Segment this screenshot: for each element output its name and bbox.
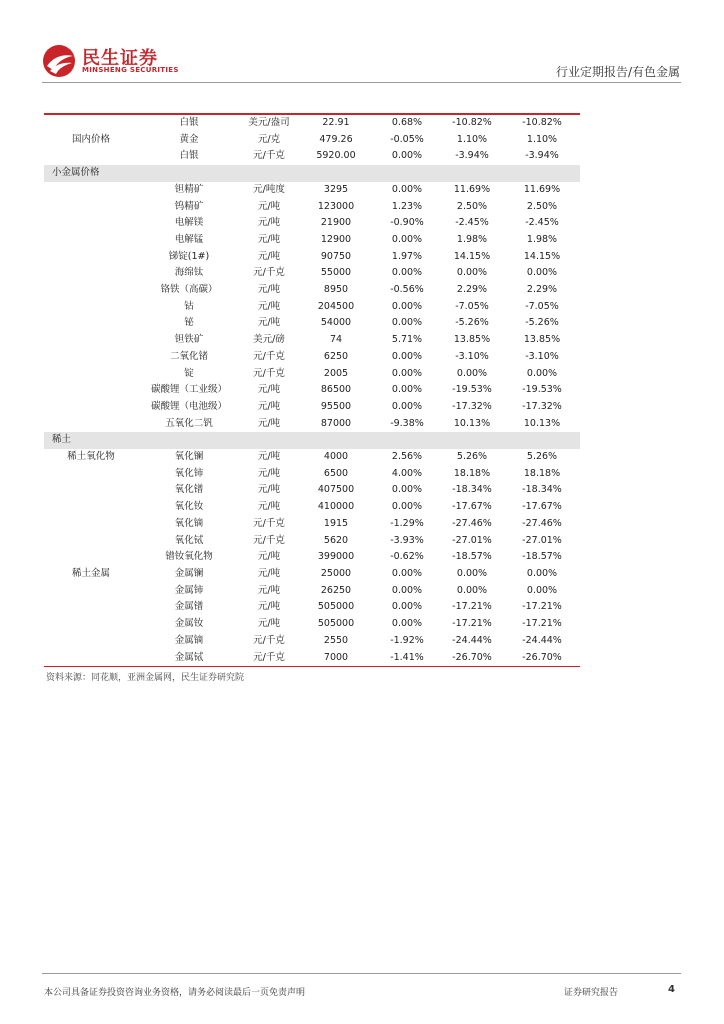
- group-cell: [44, 382, 138, 399]
- change-cell-2: 10.13%: [453, 417, 491, 429]
- group-cell: [44, 315, 138, 332]
- price-cell: 22.91: [298, 114, 374, 132]
- table-row: [44, 265, 580, 282]
- table-row: [44, 549, 580, 566]
- change-cell-1: 4.00%: [391, 467, 423, 479]
- change-cell-3: 10.13%: [523, 417, 561, 429]
- change-cell-1: 0.00%: [391, 233, 423, 245]
- table-row: [44, 583, 580, 600]
- change-cell-2: -17.21%: [452, 618, 492, 630]
- name-cell: 氧化镨: [174, 484, 204, 496]
- price-cell: 6250: [323, 350, 349, 362]
- table-row: [44, 282, 580, 299]
- unit-cell: 元/吨度: [253, 183, 285, 195]
- unit-cell: 元/吨: [257, 467, 281, 479]
- table-row: [44, 533, 580, 550]
- change-cell-1: 5.71%: [391, 334, 423, 346]
- change-cell-1: -0.62%: [390, 551, 424, 563]
- change-cell-3: 11.69%: [523, 183, 561, 195]
- unit-cell: 元/吨: [257, 551, 281, 563]
- price-cell: 4000: [323, 451, 349, 463]
- change-cell-1: 2.56%: [391, 451, 423, 463]
- unit-cell: 元/千克: [253, 367, 285, 379]
- group-cell: [44, 215, 138, 232]
- change-cell-3: 0.00%: [526, 267, 558, 279]
- change-cell-3: -18.57%: [522, 551, 562, 563]
- footer-report-label: 证券研究报告: [564, 988, 619, 998]
- change-cell-2: 18.18%: [453, 467, 491, 479]
- name-cell: 电解锰: [174, 233, 204, 245]
- table-row: [44, 148, 580, 165]
- unit-cell: 元/吨: [257, 417, 281, 429]
- table-row: [44, 399, 580, 416]
- table-row: [44, 482, 580, 499]
- group-cell: [44, 633, 138, 650]
- group-cell: [44, 232, 138, 249]
- unit-cell: 元/吨: [257, 284, 281, 296]
- change-cell-1: 0.00%: [391, 300, 423, 312]
- unit-cell: 元/吨: [257, 233, 281, 245]
- change-cell-1: 0.00%: [391, 400, 423, 412]
- price-cell: 90750: [320, 250, 352, 262]
- table-row: [44, 215, 580, 232]
- change-cell-2: -18.57%: [452, 551, 492, 563]
- table-row: [44, 114, 580, 132]
- unit-cell: 元/吨: [257, 384, 281, 396]
- group-cell: [44, 148, 138, 165]
- change-cell-1: 0.00%: [391, 584, 423, 596]
- name-cell: 钽铁矿: [174, 334, 204, 346]
- logo-english-name: MINSHENG SECURITIES: [82, 66, 179, 74]
- unit-cell: 元/千克: [253, 267, 285, 279]
- change-cell-3: -2.45%: [525, 217, 559, 229]
- price-cell: 2005: [323, 367, 349, 379]
- report-type: 行业定期报告/有色金属: [555, 65, 680, 79]
- table-row: [44, 382, 580, 399]
- change-cell-1: 0.00%: [391, 367, 423, 379]
- table-row: [44, 299, 580, 316]
- group-cell: [44, 399, 138, 416]
- name-cell: 海绵钛: [174, 267, 204, 279]
- table-source-note: 资料来源：同花顺，亚洲金属网，民生证券研究院: [46, 673, 245, 683]
- group-cell: [44, 282, 138, 299]
- price-cell: 3295: [323, 183, 349, 195]
- change-cell-1: -1.92%: [390, 634, 424, 646]
- section-title: 小金属价格: [44, 165, 580, 182]
- unit-cell: 元/克: [257, 133, 281, 145]
- price-cell: 74: [329, 334, 343, 346]
- change-cell-1: -0.05%: [390, 133, 424, 145]
- change-cell-2: 13.85%: [453, 334, 491, 346]
- change-cell-1: -3.93%: [390, 534, 424, 546]
- price-cell: 8950: [323, 284, 349, 296]
- table-row: [44, 650, 580, 667]
- change-cell-2: -17.21%: [452, 601, 492, 613]
- change-cell-2: -27.01%: [452, 534, 492, 546]
- group-cell: [44, 265, 138, 282]
- logo-chinese-name: 民生证券: [82, 48, 158, 69]
- name-cell: 二氧化锗: [169, 350, 208, 362]
- unit-cell: 元/千克: [253, 350, 285, 362]
- change-cell-3: -5.26%: [525, 317, 559, 329]
- change-cell-2: -18.34%: [452, 484, 492, 496]
- group-cell: [44, 583, 138, 600]
- name-cell: 金属铽: [138, 650, 240, 667]
- name-cell: 氧化镧: [174, 451, 204, 463]
- name-cell: 金属镨: [174, 601, 204, 613]
- change-cell-2: 5.26%: [456, 451, 488, 463]
- change-cell-3: -26.70%: [504, 650, 580, 667]
- group-cell: 国内价格: [71, 133, 110, 145]
- unit-cell: 元/吨: [257, 217, 281, 229]
- table-row: [44, 182, 580, 199]
- change-cell-1: 0.00%: [391, 317, 423, 329]
- change-cell-1: -0.56%: [390, 284, 424, 296]
- unit-cell: 元/吨: [257, 200, 281, 212]
- table-row: [44, 416, 580, 433]
- change-cell-1: 0.00%: [391, 618, 423, 630]
- name-cell: 金属镧: [174, 567, 204, 579]
- table-row: [44, 349, 580, 366]
- name-cell: 碳酸锂（电池级）: [150, 400, 227, 412]
- table-row: [44, 516, 580, 533]
- unit-cell: 元/吨: [257, 601, 281, 613]
- group-cell: [44, 650, 138, 667]
- change-cell-3: -7.05%: [525, 300, 559, 312]
- table-row: [44, 633, 580, 650]
- change-cell-1: 0.00%: [391, 384, 423, 396]
- change-cell-2: -2.45%: [455, 217, 489, 229]
- name-cell: 氧化镝: [174, 517, 204, 529]
- table-row: [44, 466, 580, 483]
- change-cell-1: -1.41%: [374, 650, 440, 667]
- change-cell-2: -17.67%: [452, 501, 492, 513]
- change-cell-3: -24.44%: [522, 634, 562, 646]
- unit-cell: 美元/盎司: [240, 114, 298, 132]
- change-cell-2: -7.05%: [455, 300, 489, 312]
- change-cell-3: 1.10%: [526, 133, 558, 145]
- group-cell: [44, 332, 138, 349]
- name-cell: 钨精矿: [174, 200, 204, 212]
- change-cell-3: -17.67%: [522, 501, 562, 513]
- table-row: [44, 366, 580, 383]
- name-cell: 钴: [184, 300, 194, 312]
- group-cell: [44, 416, 138, 433]
- change-cell-3: -27.46%: [522, 517, 562, 529]
- change-cell-2: -27.46%: [452, 517, 492, 529]
- change-cell-1: 1.97%: [391, 250, 423, 262]
- price-cell: 505000: [317, 601, 355, 613]
- change-cell-2: 11.69%: [453, 183, 491, 195]
- name-cell: 锑锭(1#): [168, 250, 210, 262]
- price-cell: 5620: [323, 534, 349, 546]
- price-cell: 407500: [317, 484, 355, 496]
- change-cell-2: -19.53%: [452, 384, 492, 396]
- change-cell-2: 0.00%: [456, 267, 488, 279]
- table-section-row: [44, 432, 580, 449]
- group-cell: [44, 466, 138, 483]
- name-cell: 氧化铽: [174, 534, 204, 546]
- name-cell: 黄金: [179, 133, 199, 145]
- header-divider: [42, 82, 681, 83]
- change-cell-3: 2.50%: [526, 200, 558, 212]
- group-cell: [44, 349, 138, 366]
- section-title: 稀土: [44, 432, 580, 449]
- unit-cell: 元/吨: [257, 451, 281, 463]
- change-cell-3: -17.21%: [522, 618, 562, 630]
- change-cell-1: -0.90%: [390, 217, 424, 229]
- change-cell-2: -26.70%: [440, 650, 504, 667]
- change-cell-1: 0.00%: [391, 350, 423, 362]
- change-cell-1: 0.00%: [391, 484, 423, 496]
- change-cell-3: 0.00%: [526, 367, 558, 379]
- change-cell-3: -19.53%: [522, 384, 562, 396]
- change-cell-2: 2.29%: [456, 284, 488, 296]
- price-cell: 2550: [323, 634, 349, 646]
- page-number: 4: [668, 984, 675, 995]
- unit-cell: 元/吨: [257, 618, 281, 630]
- change-cell-2: 1.98%: [456, 233, 488, 245]
- group-cell: [44, 499, 138, 516]
- change-cell-1: 1.23%: [391, 200, 423, 212]
- unit-cell: 元/吨: [257, 317, 281, 329]
- name-cell: 白银: [179, 150, 199, 162]
- name-cell: 金属钕: [174, 618, 204, 630]
- name-cell: 锭: [184, 367, 194, 379]
- unit-cell: 元/千克: [253, 517, 285, 529]
- metal-price-table: [44, 113, 580, 667]
- price-cell: 505000: [317, 618, 355, 630]
- group-cell: [44, 599, 138, 616]
- price-cell: 95500: [320, 400, 352, 412]
- change-cell-1: 0.00%: [391, 567, 423, 579]
- unit-cell: 元/吨: [257, 400, 281, 412]
- group-cell: [44, 549, 138, 566]
- price-cell: 399000: [317, 551, 355, 563]
- unit-cell: 美元/磅: [253, 334, 285, 346]
- name-cell: 铬铁（高碳）: [160, 284, 218, 296]
- group-cell: [44, 616, 138, 633]
- group-cell: [44, 114, 138, 132]
- group-cell: [44, 533, 138, 550]
- change-cell-1: 0.00%: [391, 183, 423, 195]
- change-cell-2: 0.00%: [456, 367, 488, 379]
- change-cell-2: 14.15%: [453, 250, 491, 262]
- price-cell: 86500: [320, 384, 352, 396]
- change-cell-3: 0.00%: [526, 584, 558, 596]
- price-cell: 479.26: [319, 133, 353, 145]
- group-cell: [44, 299, 138, 316]
- change-cell-3: -3.94%: [525, 150, 559, 162]
- price-cell: 54000: [320, 317, 352, 329]
- name-cell: 氧化铈: [174, 467, 204, 479]
- change-cell-3: 5.26%: [526, 451, 558, 463]
- change-cell-2: 1.10%: [456, 133, 488, 145]
- change-cell-3: -17.32%: [522, 400, 562, 412]
- change-cell-2: 0.00%: [456, 584, 488, 596]
- change-cell-2: -3.10%: [455, 350, 489, 362]
- name-cell: 金属铈: [174, 584, 204, 596]
- unit-cell: 元/吨: [257, 501, 281, 513]
- price-cell: 410000: [317, 501, 355, 513]
- change-cell-1: 0.00%: [391, 267, 423, 279]
- name-cell: 氧化钕: [174, 501, 204, 513]
- change-cell-3: -27.01%: [522, 534, 562, 546]
- unit-cell: 元/吨: [257, 250, 281, 262]
- price-cell: 55000: [320, 267, 352, 279]
- change-cell-1: 0.00%: [391, 501, 423, 513]
- change-cell-1: -9.38%: [390, 417, 424, 429]
- price-cell: 123000: [317, 200, 355, 212]
- change-cell-2: -17.32%: [452, 400, 492, 412]
- minsheng-logo-icon: [42, 44, 76, 78]
- footer-divider: [42, 973, 681, 974]
- change-cell-3: -10.82%: [504, 114, 580, 132]
- change-cell-3: 2.29%: [526, 284, 558, 296]
- change-cell-3: -17.21%: [522, 601, 562, 613]
- footer-disclaimer: 本公司具备证券投资咨询业务资格，请务必阅读最后一页免责声明: [44, 988, 306, 998]
- table-row: [44, 315, 580, 332]
- change-cell-1: 0.00%: [391, 150, 423, 162]
- table-row: [44, 499, 580, 516]
- change-cell-1: 0.68%: [374, 114, 440, 132]
- change-cell-3: -18.34%: [522, 484, 562, 496]
- price-cell: 12900: [320, 233, 352, 245]
- table-row: [44, 332, 580, 349]
- change-cell-2: -3.94%: [455, 150, 489, 162]
- name-cell: 钽精矿: [174, 183, 204, 195]
- name-cell: 铋: [184, 317, 194, 329]
- change-cell-2: -10.82%: [440, 114, 504, 132]
- group-cell: [44, 366, 138, 383]
- group-cell: [44, 182, 138, 199]
- price-cell: 7000: [298, 650, 374, 667]
- unit-cell: 元/千克: [253, 534, 285, 546]
- page-header: [0, 0, 724, 86]
- unit-cell: 元/吨: [257, 584, 281, 596]
- group-cell: [44, 516, 138, 533]
- table-section-row: [44, 165, 580, 182]
- change-cell-3: 13.85%: [523, 334, 561, 346]
- group-cell: 稀土金属: [71, 567, 110, 579]
- unit-cell: 元/吨: [257, 300, 281, 312]
- table-row: [44, 449, 580, 466]
- unit-cell: 元/千克: [240, 650, 298, 667]
- change-cell-3: 1.98%: [526, 233, 558, 245]
- name-cell: 电解镁: [174, 217, 204, 229]
- group-cell: [44, 199, 138, 216]
- table-row: [44, 199, 580, 216]
- change-cell-3: 18.18%: [523, 467, 561, 479]
- unit-cell: 元/千克: [253, 634, 285, 646]
- price-cell: 25000: [320, 567, 352, 579]
- group-cell: [44, 249, 138, 266]
- price-cell: 1915: [323, 517, 349, 529]
- price-cell: 5920.00: [316, 150, 356, 162]
- change-cell-2: -5.26%: [455, 317, 489, 329]
- name-cell: 白银: [138, 114, 240, 132]
- price-cell: 87000: [320, 417, 352, 429]
- unit-cell: 元/吨: [257, 484, 281, 496]
- price-cell: 26250: [320, 584, 352, 596]
- table-row: [44, 232, 580, 249]
- unit-cell: 元/吨: [257, 567, 281, 579]
- name-cell: 五氧化二钒: [165, 417, 213, 429]
- change-cell-1: 0.00%: [391, 601, 423, 613]
- unit-cell: 元/千克: [253, 150, 285, 162]
- change-cell-3: 14.15%: [523, 250, 561, 262]
- change-cell-2: -24.44%: [452, 634, 492, 646]
- name-cell: 镨钕氧化物: [165, 551, 213, 563]
- price-cell: 204500: [317, 300, 355, 312]
- table-row: [44, 249, 580, 266]
- group-cell: 稀土氧化物: [67, 451, 115, 463]
- price-cell: 21900: [320, 217, 352, 229]
- change-cell-3: -3.10%: [525, 350, 559, 362]
- change-cell-1: -1.29%: [390, 517, 424, 529]
- change-cell-2: 0.00%: [456, 567, 488, 579]
- group-cell: [44, 482, 138, 499]
- change-cell-2: 2.50%: [456, 200, 488, 212]
- table-row: [44, 566, 580, 583]
- price-cell: 6500: [323, 467, 349, 479]
- change-cell-3: 0.00%: [526, 567, 558, 579]
- table-row: [44, 132, 580, 149]
- name-cell: 金属镝: [174, 634, 204, 646]
- table-row: [44, 599, 580, 616]
- table-row: [44, 616, 580, 633]
- name-cell: 碳酸锂（工业级）: [150, 384, 227, 396]
